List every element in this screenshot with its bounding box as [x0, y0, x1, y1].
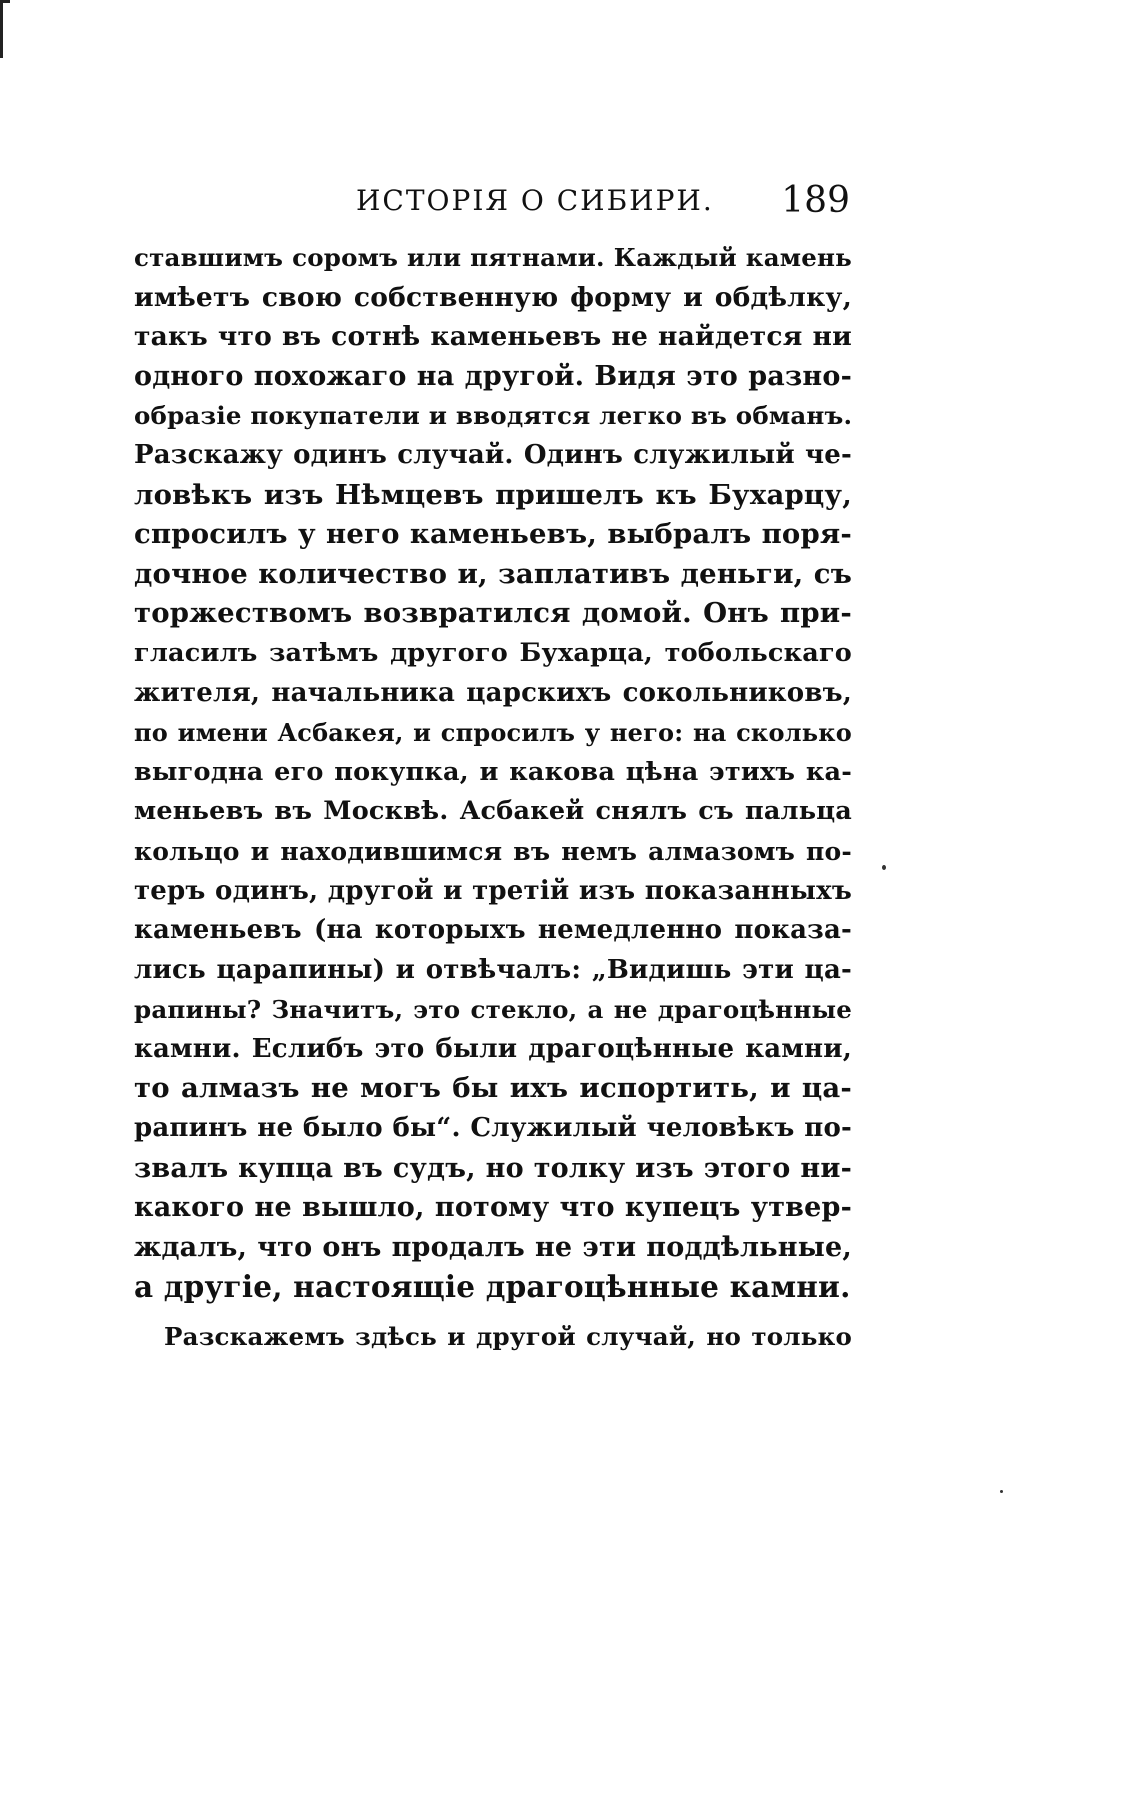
text-line: меньевъ въ Москвѣ. Асбакей снялъ съ пальца [134, 796, 852, 827]
paragraph-1 [134, 238, 852, 1307]
text-line: лись царапины) и отвѣчалъ: „Видишь эти ца- [134, 954, 852, 985]
text-line: дочное количество и, заплативъ деньги, съ [134, 557, 852, 590]
text-line: Разскажемъ здѣсь и другой случай, но только [164, 1322, 852, 1352]
text-line: торжествомъ возвратился домой. Онъ при- [134, 597, 852, 630]
running-head [136, 180, 850, 224]
paragraph-2 [134, 1317, 852, 1357]
text-line: рапины? Значитъ, это стекло, а не драгоцѣнные [134, 995, 852, 1025]
text-line: а другіе, настоящіе драгоцѣнные камни. [134, 1269, 851, 1305]
text-line: такъ что въ сотнѣ каменьевъ не найдется ни [134, 321, 852, 353]
text-line: спросилъ у него каменьевъ, выбралъ поря- [134, 518, 852, 551]
text-line: гласилъ затѣмъ другого Бухарца, тобольскаго [134, 637, 852, 668]
text-line: Разскажу одинъ случай. Одинъ служилый че- [134, 439, 852, 470]
text-line: ставшимъ соромъ или пятнами. Каждый камень [134, 243, 852, 272]
text-line: звалъ купца въ судъ, но толку изъ этого ни- [134, 1152, 852, 1184]
text-line: образіе покупатели и вводятся легко въ обманъ. [134, 401, 852, 431]
text-line: теръ одинъ, другой и третій изъ показанныхъ [134, 875, 852, 906]
page-number: 189 [781, 180, 850, 221]
paragraph-gap [134, 1307, 852, 1317]
running-title: ИСТОРІЯ О СИБИРИ. [356, 184, 714, 217]
text-line: имѣетъ свою собственную форму и обдѣлку, [134, 281, 852, 313]
text-line: ждалъ, что онъ продалъ не эти поддѣльные, [134, 1231, 852, 1263]
text-line: рапинъ не было бы“. Служилый человѣкъ по- [134, 1113, 852, 1144]
text-line: выгодна его покупка, и какова цѣна этихъ ка- [134, 756, 852, 787]
text-line: каменьевъ (на которыхъ немедленно показа- [134, 915, 852, 946]
text-line: камни. Еслибъ это были драгоцѣнные камни, [134, 1033, 852, 1064]
scan-speck [882, 865, 886, 870]
text-line: жителя, начальника царскихъ сокольниковъ, [134, 677, 852, 708]
text-line: кольцо и находившимся въ немъ алмазомъ по- [134, 836, 852, 866]
text-line: по имени Асбакея, и спросилъ у него: на сколько [134, 718, 852, 748]
scan-speck [1000, 1490, 1003, 1493]
text-line: какого не вышло, потому что купецъ утвер- [134, 1192, 852, 1224]
margin-scan-mark [0, 0, 3, 58]
body-text [134, 238, 852, 1357]
text-line: ловѣкъ изъ Нѣмцевъ пришелъ къ Бухарцу, [134, 478, 852, 511]
text-line: одного похожаго на другой. Видя это разно- [134, 360, 852, 392]
text-line: то алмазъ не могъ бы ихъ испортить, и ца- [134, 1072, 852, 1105]
